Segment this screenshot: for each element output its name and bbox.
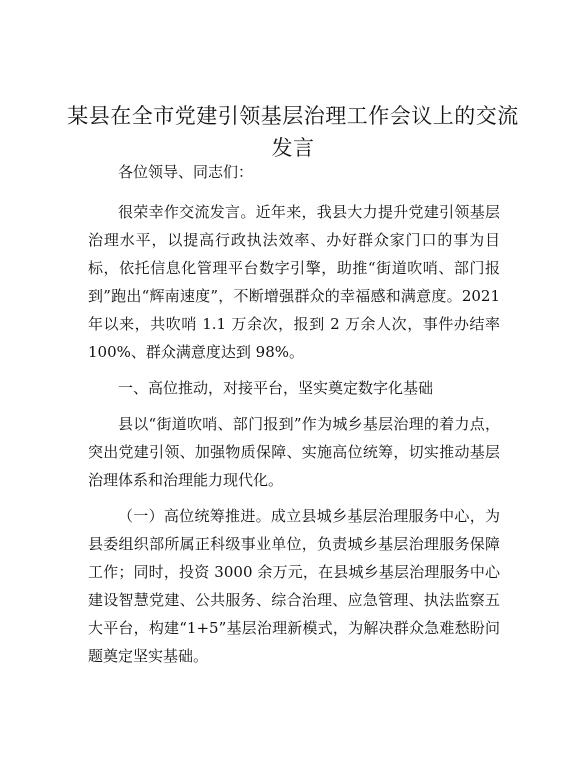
paragraph-intro: 很荣幸作交流发言。近年来，我县大力提升党建引领基层治理水平，以提高行政执法效率、办好群众家门口的事为目标，依托信息化管理平台数字引擎，助推“街道吹哨、部门报到”跑出“辉南速度”，不断增强群众的幸福感和满意度。2021 年以来，共吹哨 1.1 万余次，报到 2 万余人次，事件办结率 100%、群众满意度达到 98%。 <box>88 203 500 361</box>
paragraph-subsection-1: （一）高位统筹推进。成立县城乡基层治理服务中心，为县委组织部所属正科级事业单位，负责城乡基层治理服务保障工作；同时，投资 3000 余万元，在县城乡基层治理服务中心建设智慧党建、公共服务、综合治理、应急管理、执法监察五大平台，构建“1+5”基层治理新模式，为解决群众急难愁盼问题奠定坚实基础。 <box>88 507 500 665</box>
section-heading-1: 一、高位推动，对接平台，坚实奠定数字化基础 <box>118 379 434 397</box>
paragraph-section-1: 县以“街道吹哨、部门报到”作为城乡基层治理的着力点，突出党建引领、加强物质保障、实施高位统筹，切实推动基层治理体系和治理能力现代化。 <box>88 415 500 489</box>
greeting-line: 各位领导、同志们： <box>118 163 254 181</box>
document-title: 某县在全市党建引领基层治理工作会议上的交流发言 <box>67 104 519 160</box>
document-body <box>88 158 500 678</box>
